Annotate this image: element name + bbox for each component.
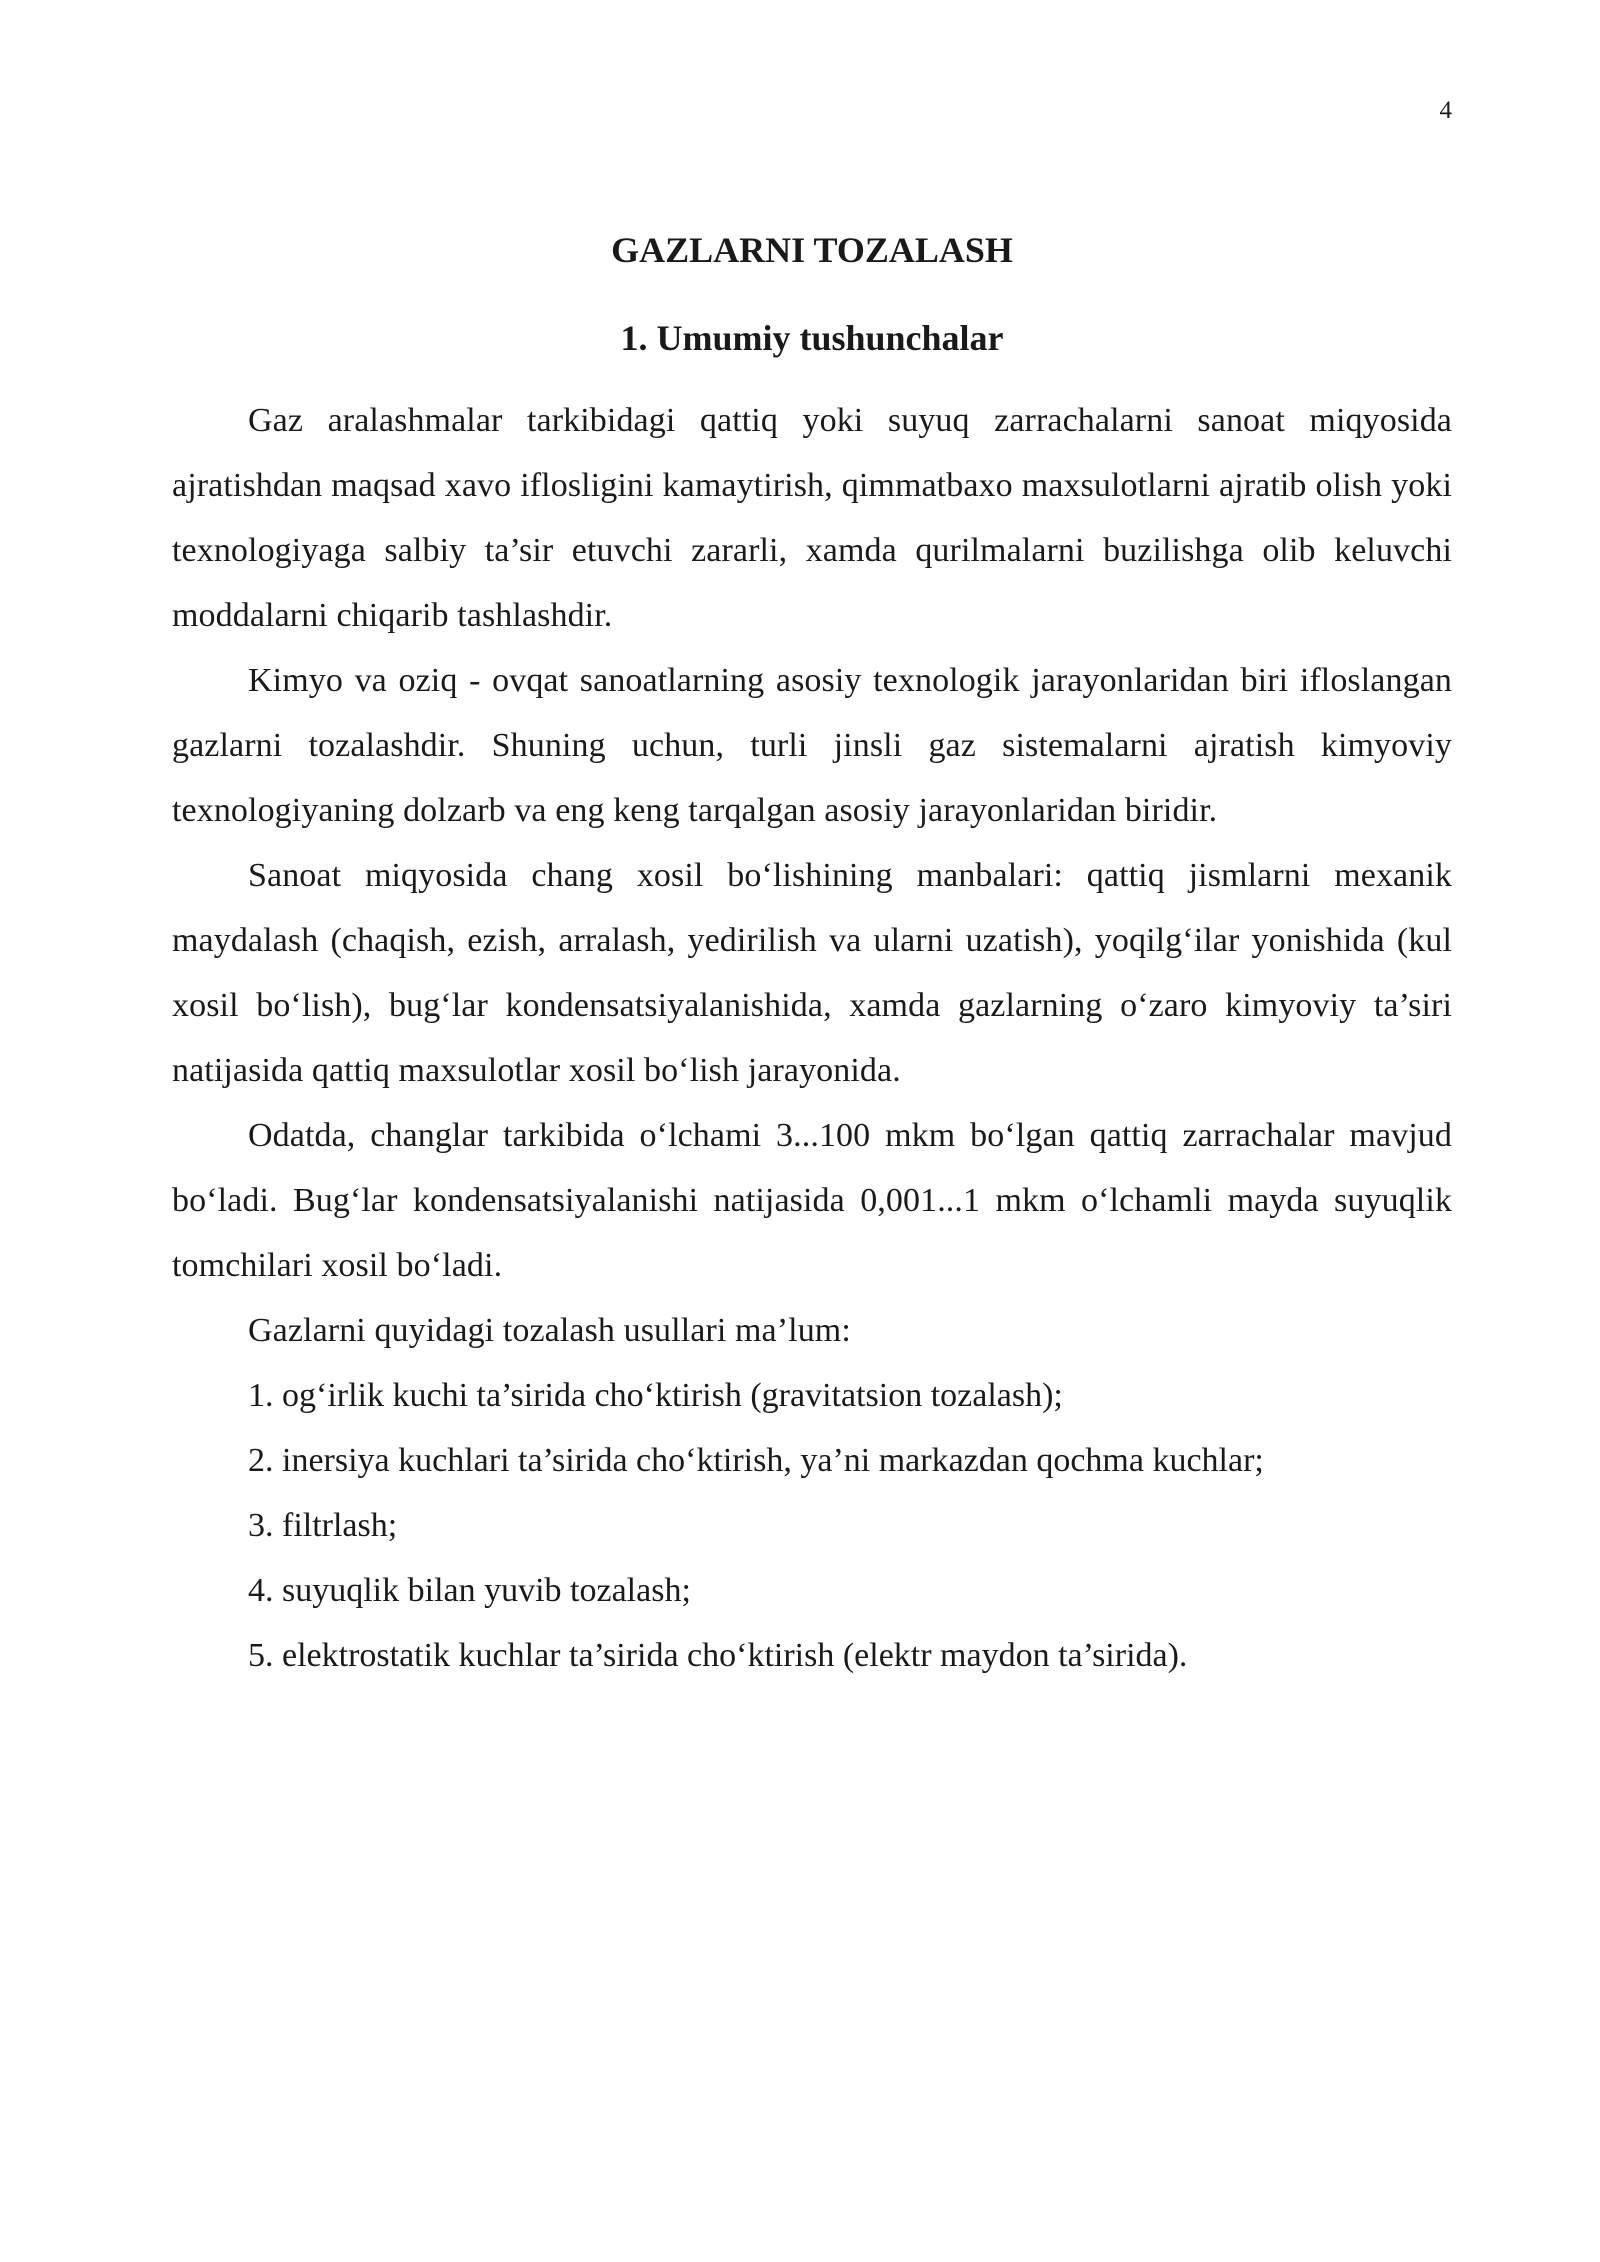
paragraph-dust-sources: Sanoat miqyosida chang xosil bo‘lishining manbalari: qattiq jismlarni mexanik maydalash (chaqish, ezish, arralash, yedirilish va ularni uzatish), yoqilg‘ilar yonishida (kul xosil bo‘lish), bug‘lar kondensatsiyalanishida, xamda gazlarning o‘zaro kimyoviy ta’siri natijasida qattiq maxsulotlar xosil bo‘lish jarayonida.: [172, 857, 1452, 1089]
list-item: 2. inersiya kuchlari ta’sirida cho‘ktirish, ya’ni markazdan qochma kuchlar;: [248, 1442, 1264, 1479]
page-content: [172, 222, 1452, 1688]
page-number: 4: [1439, 97, 1452, 124]
list-item: 1. og‘irlik kuchi ta’sirida cho‘ktirish (gravitatsion tozalash);: [248, 1377, 1063, 1414]
section-heading: 1. Umumiy tushunchalar: [620, 318, 1004, 358]
list-item: 3. filtrlash;: [248, 1507, 398, 1544]
paragraph-methods-intro: Gazlarni quyidagi tozalash usullari ma’lum:: [248, 1312, 851, 1349]
cleaning-methods-list: [172, 1363, 1452, 1688]
paragraph-particle-sizes: Odatda, changlar tarkibida o‘lchami 3...100 mkm bo‘lgan qattiq zarrachalar mavjud bo‘ladi. Bug‘lar kondensatsiyalanishi natijasida 0,001...1 mkm o‘lchamli mayda suyuqlik tomchilari xosil bo‘ladi.: [172, 1117, 1452, 1284]
document-title: GAZLARNI TOZALASH: [611, 230, 1013, 270]
list-item: 5. elektrostatik kuchlar ta’sirida cho‘ktirish (elektr maydon ta’sirida).: [248, 1637, 1188, 1674]
paragraph-importance: Kimyo va oziq - ovqat sanoatlarning asosiy texnologik jarayonlaridan biri ifloslangan gazlarni tozalashdir. Shuning uchun, turli jinsli gaz sistemalarni ajratish kimyoviy texnologiyaning dolzarb va eng keng tarqalgan asosiy jarayonlaridan biridir.: [172, 662, 1452, 829]
paragraph-purpose: Gaz aralashmalar tarkibidagi qattiq yoki suyuq zarrachalarni sanoat miqyosida ajratishdan maqsad xavo iflosligini kamaytirish, qimmatbaxo maxsulotlarni ajratib olish yoki texnologiyaga salbiy ta’sir etuvchi zararli, xamda qurilmalarni buzilishga olib keluvchi moddalarni chiqarib tashlashdir.: [172, 402, 1452, 634]
list-item: 4. suyuqlik bilan yuvib tozalash;: [248, 1572, 691, 1609]
